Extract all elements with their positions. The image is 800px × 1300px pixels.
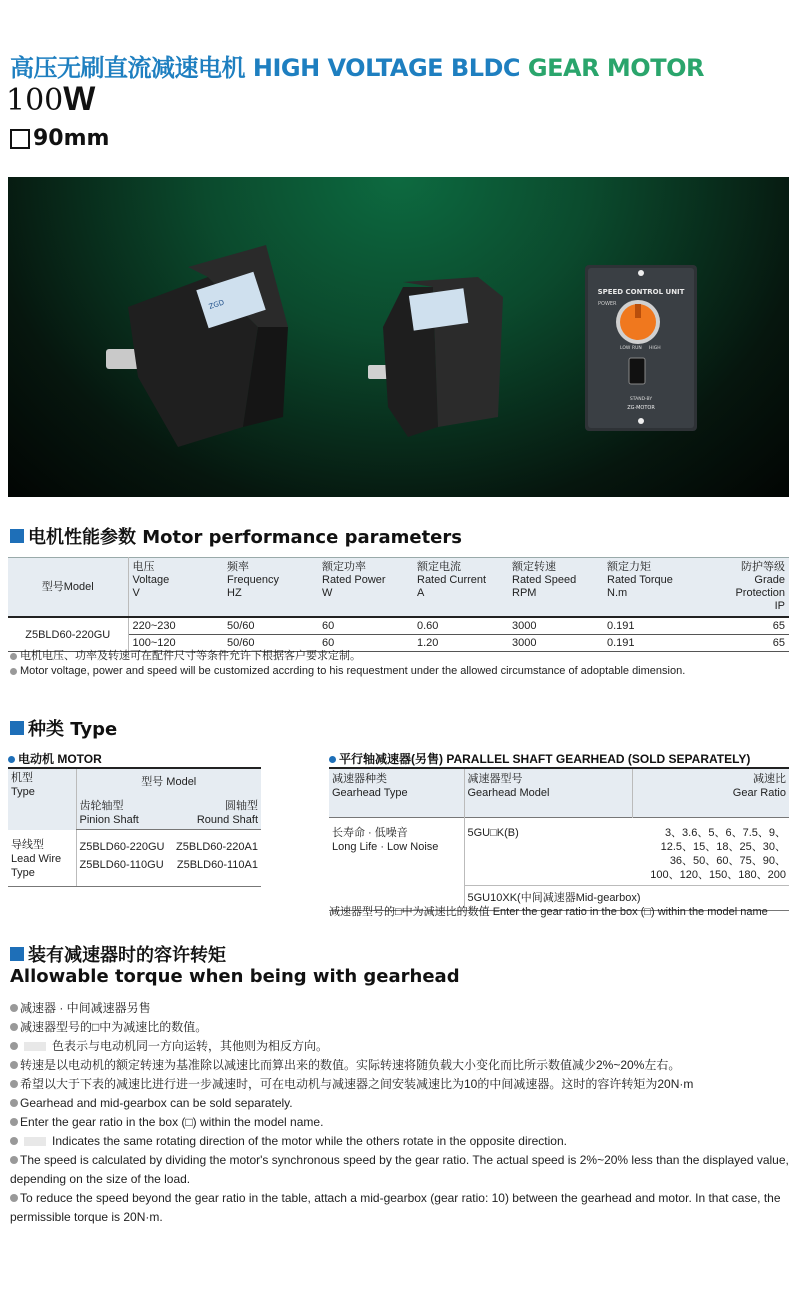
motor-subheading: 电动机 MOTOR: [8, 750, 102, 767]
bullet-icon: [10, 1137, 18, 1145]
perf-note-cn: 电机电压、功率及转速可在配件尺寸等条件允许下根据客户要求定制。: [10, 647, 361, 663]
perf-col-torque: 额定力矩 Rated Torque N.m: [603, 558, 698, 618]
bullet-icon: [10, 1061, 18, 1069]
low-label: LOW: [620, 346, 631, 351]
table-cell: 0.191: [603, 635, 698, 652]
table-cell: Z5BLD60-110GU: [76, 856, 170, 887]
list-item: 希望以大于下表的减速比进行进一步减速时，可在电动机与减速器之间安装减速比为10的中间减速器。这时的容许转矩为20N·m: [10, 1075, 792, 1094]
perf-col-voltage: 电压 Voltage V: [128, 558, 223, 618]
table-cell: 65: [698, 635, 789, 652]
torque-heading-cn: 装有减速器时的容许转矩: [10, 941, 226, 967]
gear-col-model: 减速器型号 Gearhead Model: [464, 768, 632, 818]
perf-note-en: Motor voltage, power and speed will be customized accrding to his requestment under the allowed circumstance of adoptable dimension.: [10, 665, 685, 677]
color-swatch-icon: [24, 1137, 46, 1146]
list-item: 减速器型号的□中为减速比的数值。: [10, 1018, 792, 1037]
bullet-icon: [10, 1042, 18, 1050]
list-item: Indicates the same rotating direction of the motor while the others rotate in the opposite direction.: [10, 1132, 792, 1151]
power-label: POWER: [598, 301, 617, 307]
table-row: [8, 617, 789, 635]
table-cell: 1.20: [413, 635, 508, 652]
run-label: RUN: [632, 346, 642, 351]
power-switch: [629, 358, 645, 384]
frame-size: [10, 126, 109, 151]
bullet-icon: [10, 1118, 18, 1126]
list-item: To reduce the speed beyond the gear ratio in the table, attach a mid-gearbox (gear ratio: 10) between the gearhead and motor. In that case, the permissible torque is 20N·m.: [10, 1191, 781, 1224]
motor-1-label-text: ZGD: [207, 298, 226, 311]
motor-col-model: 型号 Model: [76, 768, 261, 797]
motor-type-table: [8, 767, 261, 887]
table-cell: Z5BLD60-220GU: [76, 830, 170, 857]
bullet-icon: [10, 653, 17, 660]
gearhead-table: [329, 767, 789, 911]
unit-title: SPEED CONTROL UNIT: [597, 288, 685, 296]
speed-control-unit: [585, 265, 697, 431]
table-cell: 220~230: [128, 617, 223, 635]
table-cell: 3000: [508, 635, 603, 652]
table-cell: 100~120: [128, 635, 223, 652]
blue-square-icon: [10, 947, 24, 961]
type-heading: 种类 Type: [10, 715, 117, 741]
torque-notes-list: [10, 999, 792, 1227]
color-swatch-icon: [24, 1042, 46, 1051]
bullet-icon: [10, 1004, 18, 1012]
perf-col-speed: 额定转速 Rated Speed RPM: [508, 558, 603, 618]
motor-col-type: 机型 Type: [11, 772, 35, 798]
list-item: Gearhead and mid-gearbox can be sold separately.: [10, 1094, 792, 1113]
square-icon: [10, 129, 30, 149]
gear-subheading: 平行轴减速器(另售) PARALLEL SHAFT GEARHEAD (SOLD SEPARATELY): [329, 750, 750, 767]
power-rating: [6, 80, 95, 119]
bullet-icon: [10, 1156, 18, 1164]
product-photo: [8, 177, 789, 497]
motor-type-cell: 导线型 Lead Wire Type: [8, 830, 76, 887]
table-cell: Z5BLD60-220A1: [176, 841, 258, 853]
table-cell: 3000: [508, 617, 603, 635]
title-cn: 高压无刷直流减速电机: [10, 54, 245, 82]
gear-col-type: 减速器种类 Gearhead Type: [332, 773, 408, 799]
gear-model-cell: 5GU□K(B): [464, 818, 632, 886]
perf-table: [8, 557, 789, 652]
list-item: 减速器 · 中间减速器另售: [10, 999, 792, 1018]
gear-mid-cell: 5GU10XK(中间减速器Mid-gearbox): [464, 886, 789, 911]
brand-label: ZG·MOTOR: [627, 405, 655, 411]
perf-model-cell: Z5BLD60-220GU: [8, 617, 128, 652]
motor-col-pinion: 齿轮轴型 Pinion Shaft: [76, 797, 170, 830]
table-cell: 50/60: [223, 635, 318, 652]
standby-label: STAND-BY: [629, 397, 653, 402]
blue-square-icon: [10, 721, 24, 735]
product-illustration: [8, 177, 789, 497]
blue-dot-icon: [329, 756, 336, 763]
page-title: [10, 48, 704, 83]
perf-col-protection: 防护等级 Grade Protection IP: [698, 558, 789, 618]
bullet-icon: [10, 1023, 18, 1031]
frame-size-value: 90mm: [33, 126, 110, 151]
high-label: HIGH: [649, 346, 661, 351]
power-unit: W: [63, 80, 96, 118]
list-item: 色表示与电动机同一方向运转，其他则为相反方向。: [10, 1037, 792, 1056]
torque-heading-en: Allowable torque when being with gearhead: [10, 966, 460, 987]
perf-col-model: 型号Model: [8, 558, 128, 618]
table-cell: 60: [318, 635, 413, 652]
blue-square-icon: [10, 529, 24, 543]
title-en-1: HIGH VOLTAGE BLDC: [252, 54, 521, 82]
table-cell: 50/60: [223, 617, 318, 635]
perf-col-current: 额定电流 Rated Current A: [413, 558, 508, 618]
list-item: The speed is calculated by dividing the motor's synchronous speed by the gear ratio. The actual speed is 2%~20% less than the displayed value, depending on the size of the load.: [10, 1153, 789, 1186]
perf-heading: 电机性能参数 Motor performance parameters: [10, 523, 462, 549]
motor-col-round: 圆轴型 Round Shaft: [170, 797, 261, 830]
perf-col-power: 额定功率 Rated Power W: [318, 558, 413, 618]
title-en-2: GEAR MOTOR: [527, 54, 704, 82]
gear-life-cell: 长寿命 · 低噪音 Long Life · Low Noise: [329, 818, 464, 911]
table-cell: 0.60: [413, 617, 508, 635]
perf-col-frequency: 频率 Frequency HZ: [223, 558, 318, 618]
motor-1: [128, 245, 288, 447]
bullet-icon: [10, 1099, 18, 1107]
table-row: [8, 830, 261, 857]
gear-col-ratio: 减速比 Gear Ratio: [632, 768, 789, 818]
bullet-icon: [10, 668, 17, 675]
table-row: [329, 818, 789, 886]
bullet-icon: [10, 1080, 18, 1088]
bullet-icon: [10, 1194, 18, 1202]
table-cell: 60: [318, 617, 413, 635]
gear-note: 减速器型号的□中为减速比的数值 Enter the gear ratio in the box (□) within the model name: [329, 906, 768, 918]
blue-dot-icon: [8, 756, 15, 763]
power-number: 100: [6, 83, 64, 118]
gear-ratios-cell: 3、3.6、5、6、7.5、9、 12.5、15、18、25、30、 36、50、60、75、90、 100、120、150、180、200: [650, 827, 786, 881]
list-item: Enter the gear ratio in the box (□) within the model name.: [10, 1113, 792, 1132]
motor-2: [368, 277, 503, 437]
table-cell: 0.191: [603, 617, 698, 635]
table-cell: Z5BLD60-110A1: [170, 856, 261, 887]
list-item: 转速是以电动机的额定转速为基准除以减速比而算出来的数值。实际转速将随负载大小变化而比所示数值减少2%~20%左右。: [10, 1056, 792, 1075]
table-cell: 65: [698, 617, 789, 635]
